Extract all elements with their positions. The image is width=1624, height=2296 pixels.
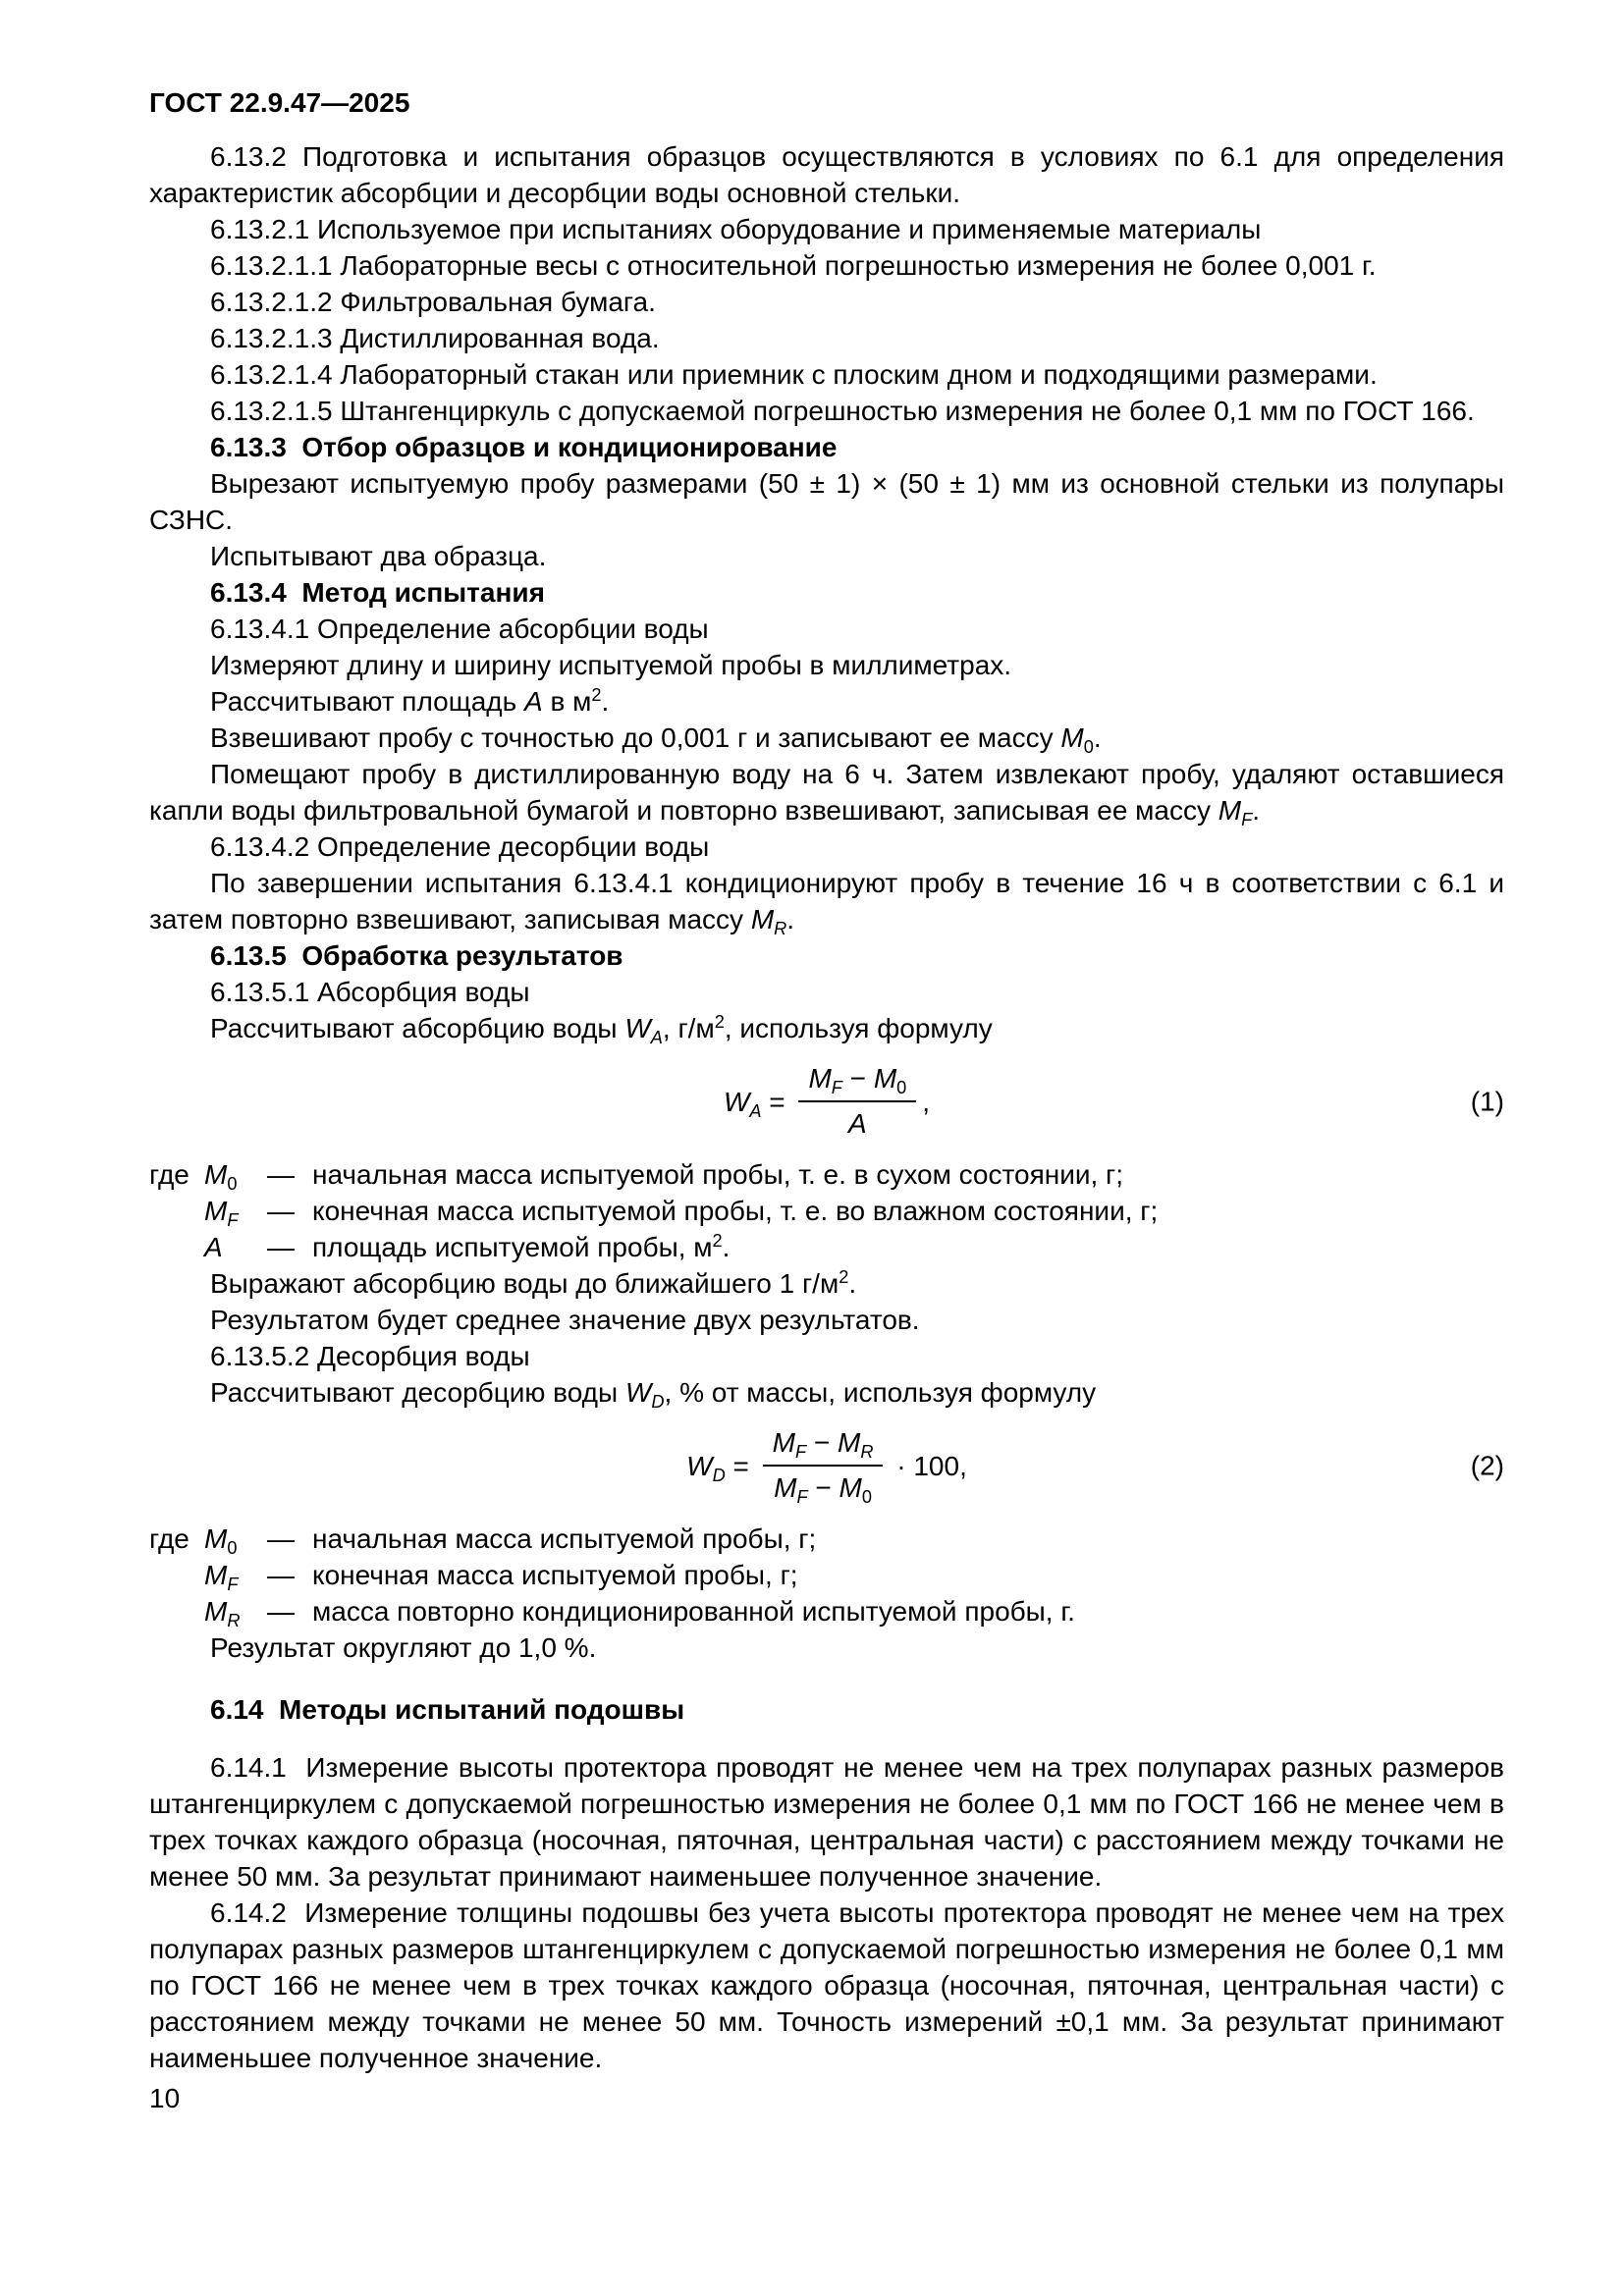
formula-2-legend (149, 1521, 1504, 1629)
legend-row (149, 1156, 1504, 1193)
legend-lead: где (149, 1159, 189, 1190)
heading-6-13-3: 6.13.3 Отбор образцов и кондиционирование (210, 432, 838, 462)
clause-6-13-5-2-text-1: Рассчитывают десорбцию воды $W_D$, % от массы, используя формулу (210, 1377, 1097, 1412)
legend-symbol: $M_0$ (204, 1523, 238, 1558)
legend-symbol: A (204, 1232, 223, 1262)
heading-6-13-5: 6.13.5 Обработка результатов (210, 940, 623, 971)
clause-6-13-4-1: 6.13.4.1 Определение абсорбции воды (210, 614, 709, 644)
clause-6-13-4-1-text-1: Измеряют длину и ширину испытуемой пробы в миллиметрах. (210, 650, 1012, 680)
formula-2-lhs: $W_D$ = (686, 1450, 757, 1485)
legend-dash: — (267, 1596, 295, 1627)
formula-2-number: (2) (1470, 1450, 1504, 1481)
clause-6-13-4-1-text-2: Рассчитывают площадь A в $м^2$. (210, 685, 610, 717)
legend-lead (149, 1229, 204, 1265)
legend-lead (149, 1593, 204, 1629)
formula-2-fraction (763, 1426, 884, 1505)
clause-6-13-5-1-text-3: Результатом будет среднее значение двух результатов. (210, 1305, 920, 1335)
clause-6-13-4-2-text-1: По завершении испытания 6.13.4.1 кондиционируют пробу в течение 16 ч в соответствии с 6.1 и затем повторно взвешивают, записывая массу $M_R$. (149, 868, 1504, 938)
formula-2-tail: · 100, (889, 1450, 967, 1481)
heading-6-13-4: 6.13.4 Метод испытания (210, 577, 545, 608)
clause-6-13-4-1-text-4: Помещают пробу в дистиллированную воду на 6 ч. Затем извлекают пробу, удаляют оставшиеся капли воды фильтровальной бумагой и повторно взвешивают, записывая ее массу $M_F$. (149, 759, 1504, 829)
clause-6-13-4-2: 6.13.4.2 Определение десорбции воды (210, 831, 710, 862)
legend-definition: конечная масса испытуемой пробы, т. е. во влажном состоянии, г; (312, 1196, 1159, 1226)
legend-definition: начальная масса испытуемой пробы, г; (312, 1523, 817, 1554)
clause-6-13-5-2-text-2: Результат округляют до 1,0 %. (210, 1632, 597, 1663)
heading-6-14: 6.14 Методы испытаний подошвы (210, 1694, 685, 1725)
clause-6-13-5-1: 6.13.5.1 Абсорбция воды (210, 977, 530, 1007)
clause-6-13-4-1-text-3: Взвешивают пробу с точностью до 0,001 г и записывают ее массу $M_0$. (210, 722, 1102, 757)
legend-lead: где (149, 1523, 189, 1554)
formula-2 (149, 1426, 1504, 1505)
formula-1-denominator: A (848, 1108, 867, 1139)
document-code: ГОСТ 22.9.47—2025 (149, 87, 410, 118)
formula-1-tail: , (922, 1086, 931, 1117)
legend-lead (149, 1557, 204, 1593)
formula-1-lhs: $W_A$ = (723, 1086, 793, 1121)
formula-1 (149, 1062, 1504, 1141)
clause-6-13-3-text-2: Испытывают два образца. (210, 541, 547, 571)
clause-6-13-2: 6.13.2 Подготовка и испытания образцов осуществляются в условиях по 6.1 для определения характеристик абсорбции и десорбции воды основной стельки. (149, 141, 1504, 208)
formula-1-legend (149, 1156, 1504, 1265)
page-number: 10 (149, 2083, 181, 2113)
legend-definition: масса повторно кондиционированной испытуемой пробы, г. (312, 1596, 1075, 1627)
legend-row (149, 1193, 1504, 1229)
legend-dash: — (267, 1560, 295, 1590)
legend-symbol: $M_0$ (204, 1159, 238, 1194)
clause-6-13-2-1-3: 6.13.2.1.3 Дистиллированная вода. (210, 323, 660, 353)
legend-row (149, 1593, 1504, 1629)
clause-6-14-1: 6.14.1 Измерение высоты протектора проводят не менее чем на трех полупарах разных размеров штангенциркулем с допускаемой погрешностью измерения не более 0,1 мм по ГОСТ 166 не менее чем в трех точках каждого образца (носочная, пяточная, центральная части) с расстоянием между точками не менее 50 мм. За результат принимают наименьшее полученное значение. (149, 1752, 1504, 1892)
formula-2-denominator: $M_F - M_0$ (774, 1472, 872, 1507)
legend-symbol: $M_F$ (204, 1560, 239, 1594)
legend-dash: — (267, 1196, 295, 1226)
clause-6-13-5-1-text-2: Выражают абсорбцию воды до ближайшего 1 $г/м^2$. (210, 1267, 857, 1299)
clause-6-13-3-text-1: Вырезают испытуемую пробу размерами (50 ± 1) × (50 ± 1) мм из основной стельки из полупары СЗНС. (149, 468, 1504, 535)
legend-symbol: $M_R$ (204, 1596, 241, 1630)
clause-6-13-5-2: 6.13.5.2 Десорбция воды (210, 1341, 530, 1371)
legend-lead (149, 1193, 204, 1229)
legend-row (149, 1557, 1504, 1593)
clause-6-14-2: 6.14.2 Измерение толщины подошвы без учета высоты протектора проводят не менее чем на трех полупарах разных размеров штангенциркулем с допускаемой погрешностью измерения не более 0,1 мм по ГОСТ 166 не менее чем в трех точках каждого образца (носочная, пяточная, центральная части) с расстоянием между точками не менее 50 мм. Точность измерений ±0,1 мм. За результат принимают наименьшее полученное значение. (149, 1897, 1504, 2073)
legend-symbol: $M_F$ (204, 1196, 239, 1230)
formula-2-numerator: $M_F - M_R$ (763, 1426, 884, 1467)
clause-6-13-2-1: 6.13.2.1 Используемое при испытаниях оборудование и применяемые материалы (210, 214, 1262, 244)
legend-dash: — (267, 1159, 295, 1190)
clause-6-13-2-1-4: 6.13.2.1.4 Лабораторный стакан или приемник с плоским дном и подходящими размерами. (210, 359, 1378, 390)
clause-6-13-2-1-1: 6.13.2.1.1 Лабораторные весы с относительной погрешностью измерения не более 0,001 г. (210, 250, 1377, 281)
legend-row (149, 1229, 1504, 1265)
legend-row (149, 1521, 1504, 1557)
legend-definition: начальная масса испытуемой пробы, т. е. в сухом состоянии, г; (312, 1159, 1124, 1190)
formula-1-numerator: $M_F - M_0$ (798, 1062, 916, 1102)
formula-1-fraction (798, 1062, 916, 1141)
formula-1-expression (724, 1062, 930, 1141)
clause-6-13-5-1-text-1: Рассчитывают абсорбцию воды $W_A$, $г/м^2$, используя формулу (210, 1012, 993, 1047)
clause-6-13-2-1-5: 6.13.2.1.5 Штангенциркуль с допускаемой погрешностью измерения не более 0,1 мм по ГОСТ 166. (210, 396, 1475, 426)
formula-2-expression (686, 1426, 967, 1505)
legend-definition: площадь испытуемой пробы, $м^2$. (312, 1231, 731, 1262)
formula-1-number: (1) (1470, 1086, 1504, 1117)
legend-dash: — (267, 1232, 295, 1262)
legend-dash: — (267, 1523, 295, 1554)
legend-definition: конечная масса испытуемой пробы, г; (312, 1560, 798, 1590)
clause-6-13-2-1-2: 6.13.2.1.2 Фильтровальная бумага. (210, 287, 656, 317)
